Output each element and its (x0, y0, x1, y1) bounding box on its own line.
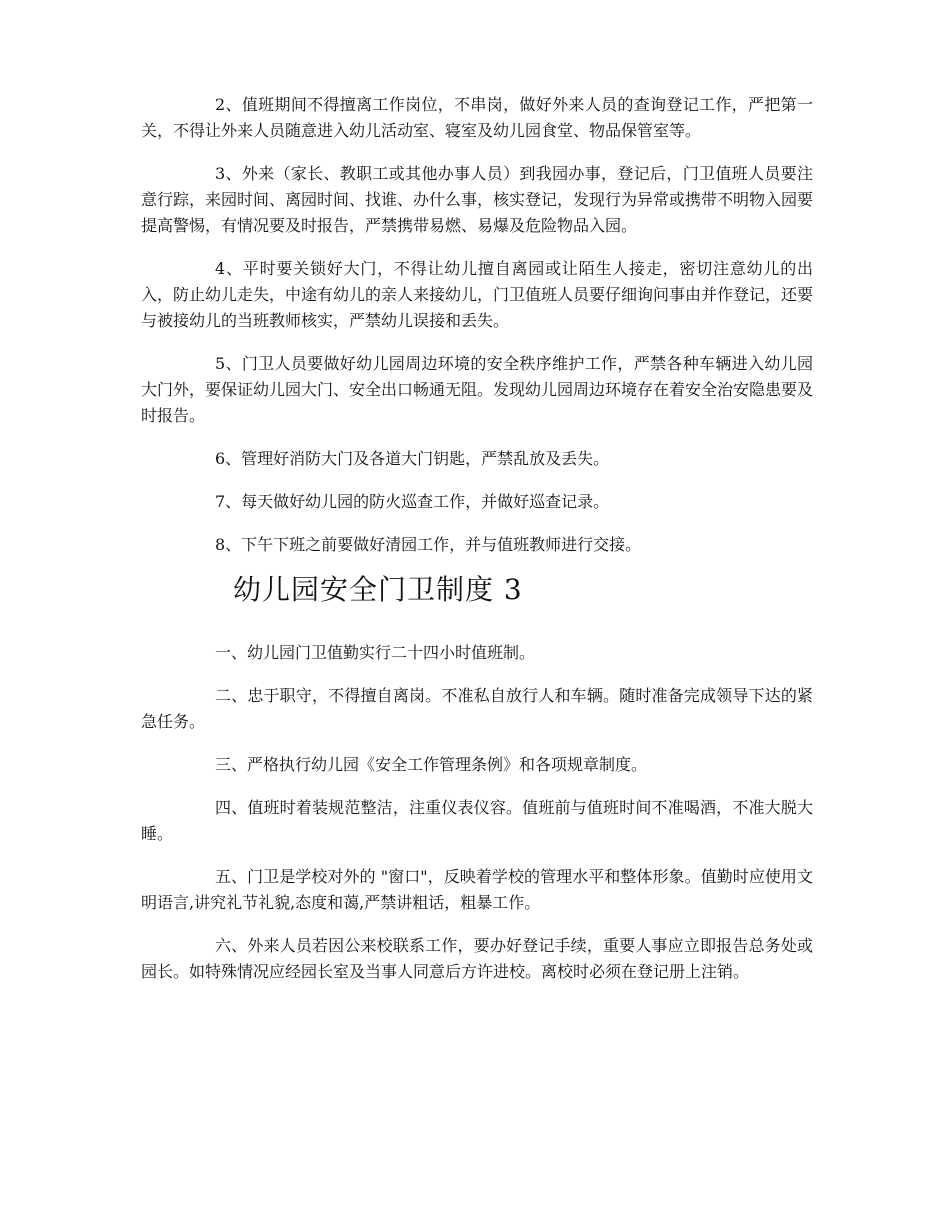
paragraph-rule-4: 4、平时要关锁好大门，不得让幼儿擅自离园或让陌生人接走，密切注意幼儿的出入，防止幼儿走失，中途有幼儿的亲人来接幼儿，门卫值班人员要仔细询问事由并作登记，还要与被接幼儿的当班教师核实，严禁幼儿误接和丢失。 (141, 259, 814, 330)
paragraph-article-4: 四、值班时着装规范整洁，注重仪表仪容。值班前与值班时间不准喝酒，不准大脱大睡。 (141, 798, 813, 843)
paragraph-article-1: 一、幼儿园门卫值勤实行二十四小时值班制。 (215, 643, 536, 662)
paragraph-article-6: 六、外来人员若因公来校联系工作，要办好登记手续，重要人事应立即报告总务处或园长。如特殊情况应经园长室及当事人同意后方许进校。离校时必须在登记册上注销。 (141, 936, 813, 981)
paragraph-rule-3: 3、外来（家长、教职工或其他办事人员）到我园办事，登记后，门卫值班人员要注意行踪，来园时间、离园时间、找谁、办什么事，核实登记，发现行为异常或携带不明物入园要提高警惕，有情况要及时报告，严禁携带易燃、易爆及危险物品入园。 (141, 164, 814, 235)
paragraph-rule-2: 2、值班期间不得擅离工作岗位，不串岗，做好外来人员的查询登记工作，严把第一关，不得让外来人员随意进入幼儿活动室、寝室及幼儿园食堂、物品保管室等。 (141, 95, 813, 140)
section-title: 幼儿园安全门卫制度 3 (233, 573, 523, 606)
document-page (141, 92, 813, 985)
paragraph-rule-6: 6、管理好消防大门及各道大门钥匙，严禁乱放及丢失。 (215, 449, 610, 468)
paragraph-article-2: 二、忠于职守，不得擅自离岗。不准私自放行人和车辆。随时准备完成领导下达的紧急任务。 (141, 686, 813, 731)
paragraph-rule-5: 5、门卫人员要做好幼儿园周边环境的安全秩序维护工作，严禁各种车辆进入幼儿园大门外，要保证幼儿园大门、安全出口畅通无阻。发现幼儿园周边环境存在着安全治安隐患要及时报告。 (141, 354, 814, 425)
paragraph-article-5: 五、门卫是学校对外的 "窗口"，反映着学校的管理水平和整体形象。值勤时应使用文明语言,讲究礼节礼貌,态度和蔼,严禁讲粗话，粗暴工作。 (141, 867, 813, 912)
paragraph-rule-7: 7、每天做好幼儿园的防火巡查工作，并做好巡查记录。 (215, 492, 610, 511)
paragraph-rule-8: 8、下午下班之前要做好清园工作，并与值班教师进行交接。 (215, 535, 642, 554)
paragraph-article-3: 三、严格执行幼儿园《安全工作管理条例》和各项规章制度。 (215, 755, 648, 774)
